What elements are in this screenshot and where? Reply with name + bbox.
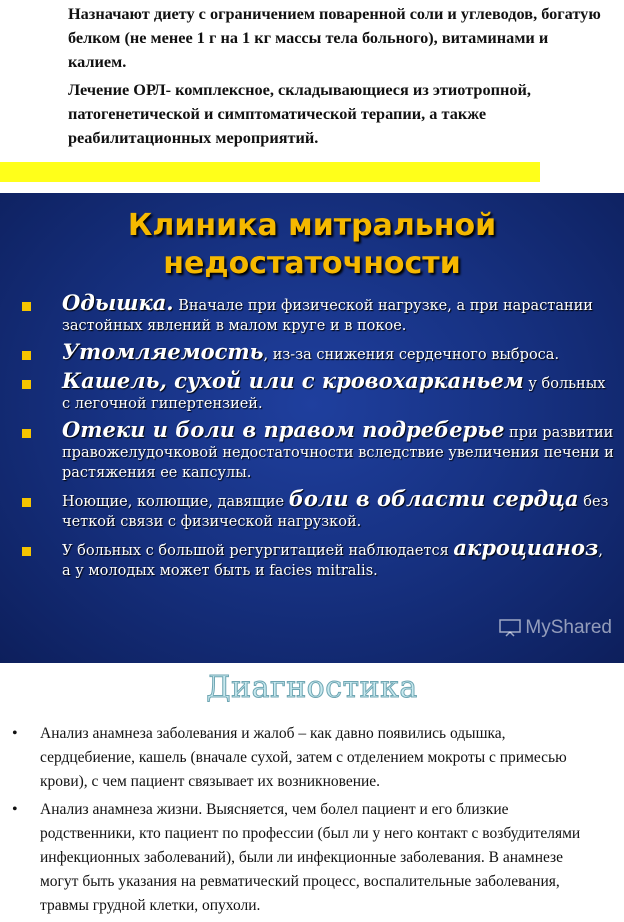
watermark-text: MyShared (525, 617, 612, 638)
symptom-text: , из-за снижения сердечного выброса. (263, 347, 560, 363)
symptom-text: , а у молодых может быть и facies mitralis. (62, 543, 603, 579)
bullet-dot-icon: • (12, 725, 18, 742)
symptom-item (20, 417, 616, 483)
bullet-square-icon (22, 498, 31, 507)
symptom-pre-text: Ноющие, колющие, давящие (62, 494, 289, 510)
symptom-item (20, 535, 616, 581)
slide-mitral-insufficiency (0, 193, 624, 663)
symptom-text: Вначале при физической нагрузке, а при нарастании застойных явлений в малом круге и в покое. (62, 298, 593, 334)
diagnostics-item-text: Анализ анамнеза заболевания и жалоб – как давно появились одышка, сердцебиение, кашель (вначале сухой, затем с отделением мокроты с примесью крови), с чем пациент связывает их возникновение. (40, 725, 567, 790)
symptom-highlight: Отеки и боли в правом подреберье (62, 417, 505, 442)
symptom-list (20, 290, 616, 587)
treatment-paragraph: Лечение ОРЛ- комплексное, складывающиеся из этиотропной, патогенетической и симптоматической терапии, а также реабилитационных мероприятий. (68, 80, 531, 147)
top-text-block (68, 2, 608, 150)
diagnostics-list (12, 722, 598, 922)
symptom-highlight: боли в области сердца (288, 486, 579, 511)
slide-title (0, 207, 624, 283)
myshared-watermark (499, 617, 612, 639)
diagnostics-item-text: Анализ анамнеза жизни. Выясняется, чем болел пациент и его близкие родственники, кто пациент по профессии (был ли у него контакт с возбудителями инфекционных заболеваний), были ли инфекционные заболевания. В анамнезе могут быть указания на ревматический процесс, воспалительные заболевания, травмы грудной клетки, опухоли. (40, 801, 581, 914)
symptom-pre-text: У больных с большой регургитацией наблюдается (62, 543, 454, 559)
diet-paragraph: Назначают диету с ограничением поваренной соли и углеводов, богатую белком (не менее 1 г на 1 кг массы тела больного), витаминами и калием. (68, 4, 601, 71)
bullet-dot-icon: • (12, 801, 18, 818)
bullet-square-icon (22, 429, 31, 438)
bullet-square-icon (22, 351, 31, 360)
slide-title-line2: недостаточности (163, 246, 461, 281)
symptom-text: у больных с легочной гипертензией. (62, 376, 606, 412)
symptom-text: при развитии правожелудочковой недостаточности вследствие увеличения печени и растяжения ее капсулы. (62, 425, 614, 481)
yellow-highlight-bar (0, 162, 540, 182)
symptom-item (20, 486, 616, 532)
symptom-text: без четкой связи с физической нагрузкой. (62, 494, 609, 530)
symptom-highlight: Утомляемость (62, 339, 264, 364)
symptom-highlight: Кашель, сухой или с кровохарканьем (62, 368, 524, 393)
symptom-highlight: акроцианоз (453, 535, 599, 560)
diagnostics-item (12, 722, 598, 794)
symptom-highlight: Одышка. (62, 290, 174, 315)
symptom-item (20, 368, 616, 414)
bullet-square-icon (22, 380, 31, 389)
symptom-item (20, 339, 616, 365)
diagnostics-item (12, 798, 598, 918)
presentation-board-icon (499, 619, 521, 637)
bullet-square-icon (22, 302, 31, 311)
slide-title-line1: Клиника митральной (127, 208, 497, 243)
diagnostics-title: Диагностика (206, 670, 418, 705)
bullet-square-icon (22, 547, 31, 556)
symptom-item (20, 290, 616, 336)
